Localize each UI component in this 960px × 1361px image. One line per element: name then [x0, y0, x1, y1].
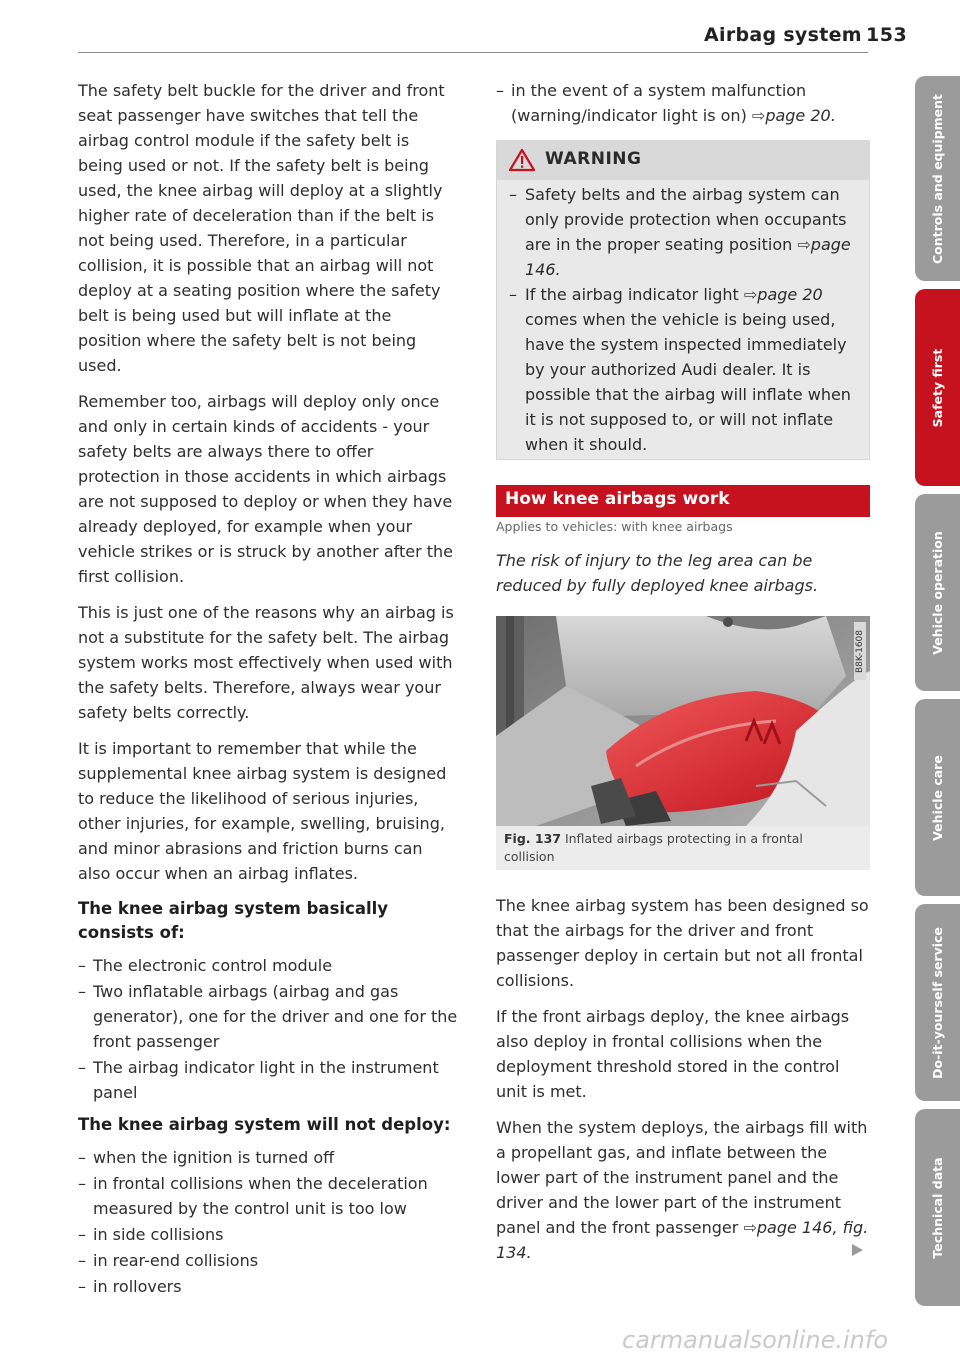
- page-reference-link[interactable]: ⇨page 20.: [751, 106, 836, 125]
- figure-code: B8K-1608: [854, 622, 866, 680]
- lead-text: The risk of injury to the leg area can be reduced by fully deployed knee airbags.: [496, 551, 819, 595]
- tab-label: Do-it-yourself service: [929, 926, 945, 1079]
- warning-body: [509, 182, 859, 465]
- tab-do-it-yourself-service[interactable]: [915, 904, 960, 1101]
- tab-vehicle-care[interactable]: [915, 699, 960, 896]
- list-item: – in rear-end collisions: [78, 1248, 458, 1273]
- continued-next-page-icon: [852, 1244, 863, 1256]
- warning-text: comes when the vehicle is being used, have the system inspected immediately by your authorized Audi dealer. It is possible that the airbag will inflate when it is not supposed to, or will not inflate when it should.: [525, 310, 851, 454]
- list-item: – in rollovers: [78, 1274, 458, 1299]
- tab-technical-data[interactable]: [915, 1109, 960, 1306]
- page-reference-link[interactable]: ⇨page 146, fig. 134.: [496, 1218, 869, 1262]
- right-column-body: [496, 893, 870, 1276]
- tab-label: Safety first: [929, 348, 945, 427]
- not-deploy-heading: The knee airbag system will not deploy:: [78, 1115, 451, 1134]
- arrow-right-icon: ⇨: [751, 106, 766, 125]
- knee-airbag-illustration: [496, 616, 870, 826]
- tab-label: Vehicle operation: [929, 530, 945, 655]
- arrow-right-icon: ⇨: [743, 1218, 757, 1237]
- right-column-top: [496, 78, 870, 136]
- list-item: – Two inflatable airbags (airbag and gas generator), one for the driver and one for the front passenger: [78, 979, 458, 1054]
- tab-vehicle-operation[interactable]: [915, 494, 960, 691]
- warning-list: [509, 182, 859, 457]
- tab-label: Vehicle care: [929, 754, 945, 841]
- arrow-right-icon: ⇨: [743, 285, 758, 304]
- page-reference-link[interactable]: ⇨page 146.: [525, 235, 851, 279]
- paragraph: This is just one of the reasons why an airbag is not a substitute for the safety belt. The airbag system works most effectively when used with the safety belts. Therefore, always wear your safety belts correctly.: [78, 603, 454, 722]
- paragraph: [496, 1115, 870, 1265]
- paragraph: It is important to remember that while the supplemental knee airbag system is designed to reduce the likelihood of serious injuries, other injuries, for example, swelling, bruising, and minor abrasions and friction burns can also occur when an airbag inflates.: [78, 739, 447, 883]
- tab-safety-first[interactable]: [915, 289, 960, 486]
- running-header-section: Airbag system: [704, 24, 862, 46]
- page-number: 153: [866, 24, 908, 46]
- paragraph: The safety belt buckle for the driver and front seat passenger have switches that tell the airbag control module if the safety belt is being used or not. If the safety belt is being used, the knee airbag will deploy at a slightly higher rate of deceleration than if the belt is not being used. Therefore, in a particular collision, it is possible that an airbag will not deploy at a seating position where the safety belt is being used but will inflate at the position where the safety belt is not being used.: [78, 81, 445, 375]
- section-title-bar: [496, 485, 870, 517]
- figure-label: Fig. 137: [504, 831, 561, 846]
- list-item: [509, 282, 859, 457]
- not-deploy-list-continued: [496, 78, 870, 128]
- warning-header: [497, 140, 869, 180]
- list-item: – in side collisions: [78, 1222, 458, 1247]
- not-deploy-list: [78, 1145, 458, 1299]
- section-title: How knee airbags work: [505, 489, 730, 509]
- warning-triangle-icon: [509, 148, 535, 172]
- figure-caption-box: [496, 826, 870, 870]
- list-item: [496, 78, 870, 128]
- tab-label: Controls and equipment: [929, 93, 945, 264]
- arrow-right-icon: ⇨: [797, 235, 811, 254]
- tab-label: Technical data: [929, 1156, 945, 1259]
- header-divider: [78, 52, 868, 53]
- list-item: – The electronic control module: [78, 953, 458, 978]
- tab-controls-and-equipment[interactable]: [915, 76, 960, 281]
- left-column: [78, 78, 458, 1307]
- list-item: – when the ignition is turned off: [78, 1145, 458, 1170]
- warning-title: WARNING: [545, 149, 642, 169]
- watermark: carmanualsonline.info: [622, 1326, 889, 1354]
- warning-text: If the airbag indicator light: [525, 285, 739, 304]
- paragraph: If the front airbags deploy, the knee airbags also deploy in frontal collisions when the deployment threshold stored in the control unit is met.: [496, 1007, 850, 1101]
- list-item: – in frontal collisions when the deceleration measured by the control unit is too low: [78, 1171, 458, 1221]
- list-item: – The airbag indicator light in the instrument panel: [78, 1055, 458, 1105]
- paragraph: Remember too, airbags will deploy only once and only in certain kinds of accidents - your safety belts are always there to offer protection in those accidents in which airbags are not supposed to deploy or when they have already deployed, for example when your vehicle strikes or is struck by another after the first collision.: [78, 392, 454, 586]
- applies-to-note: Applies to vehicles: with knee airbags: [496, 519, 733, 534]
- paragraph: The knee airbag system has been designed so that the airbags for the driver and front passenger deploy in certain but not all frontal collisions.: [496, 896, 869, 990]
- list-item: [509, 182, 859, 282]
- warning-text: Safety belts and the airbag system can only provide protection when occupants are in the proper seating position: [525, 185, 847, 254]
- paragraph-text: When the system deploys, the airbags fill with a propellant gas, and inflate between the lower part of the instrument panel and the driver and the lower part of the instrument panel and the front passenger: [496, 1118, 868, 1237]
- list-item-text: in the event of a system malfunction (warning/indicator light is on): [511, 81, 807, 125]
- consists-heading: The knee airbag system basically consists of:: [78, 899, 389, 942]
- figure-knee-airbags: [496, 616, 870, 826]
- page-reference-link[interactable]: ⇨page 20: [743, 285, 823, 304]
- consists-list: [78, 953, 458, 1105]
- warning-box: [496, 140, 870, 460]
- figure-caption: [504, 830, 854, 866]
- caption-text: Inflated airbags protecting in a frontal collision: [504, 831, 803, 864]
